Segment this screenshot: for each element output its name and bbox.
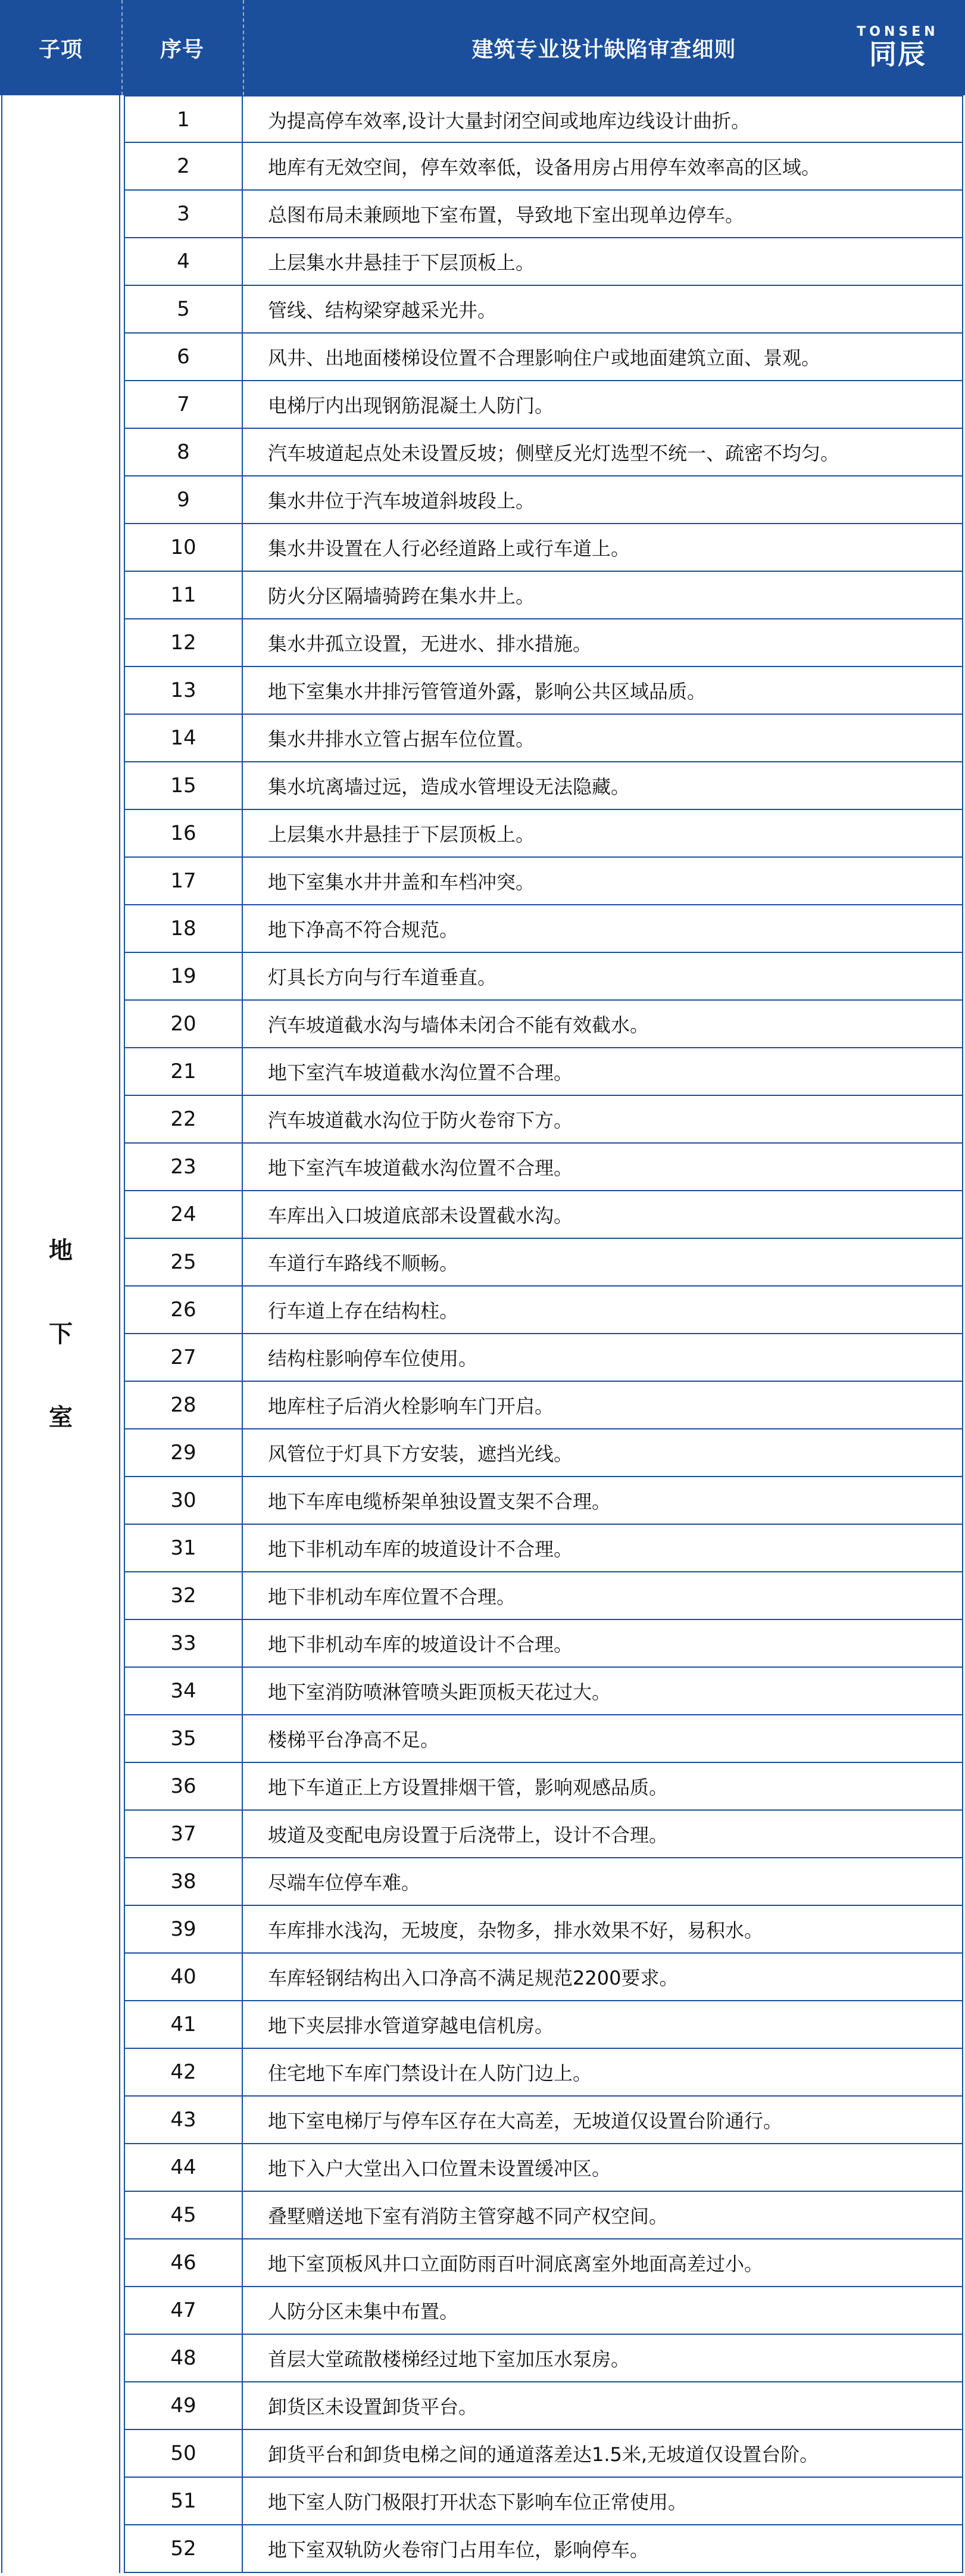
- row-description: 集水井设置在人行必经道路上或行车道上。: [268, 537, 630, 560]
- row-number: 3: [125, 191, 243, 237]
- table-row: [124, 1477, 963, 1525]
- row-description: 汽车坡道起点处未设置反坡；侧壁反光灯选型不统一、疏密不均匀。: [268, 442, 840, 465]
- table-row: [124, 1096, 963, 1144]
- row-number: 33: [125, 1620, 243, 1667]
- table-row: [124, 191, 963, 238]
- table-row: [124, 1144, 963, 1191]
- table-row: [124, 1048, 963, 1096]
- row-description: 地下室汽车坡道截水沟位置不合理。: [268, 1157, 573, 1179]
- table-row: [124, 2335, 963, 2382]
- row-number: 13: [125, 667, 243, 714]
- row-number: 42: [125, 2049, 243, 2095]
- row-description: 地下非机动车库的坡道设计不合理。: [268, 1538, 573, 1560]
- table-row: [124, 476, 963, 524]
- table-row: [124, 1382, 963, 1429]
- row-description: 风井、出地面楼梯设位置不合理影响住户或地面建筑立面、景观。: [268, 347, 821, 369]
- row-description: 地下夹层排水管道穿越电信机房。: [268, 2014, 554, 2037]
- row-number: 14: [125, 715, 243, 761]
- row-description: 行车道上存在结构柱。: [268, 1300, 459, 1322]
- row-number: 31: [125, 1525, 243, 1571]
- table-row: [124, 381, 963, 429]
- table-row: [124, 1239, 963, 1287]
- row-number: 40: [125, 1954, 243, 2000]
- table-row: [124, 2382, 963, 2430]
- row-description: 集水井孤立设置，无进水、排水措施。: [268, 633, 592, 655]
- row-description: 上层集水井悬挂于下层顶板上。: [268, 251, 535, 274]
- subitem-char: 地: [49, 1237, 73, 1264]
- table-row: [124, 762, 963, 810]
- table-row: [124, 2478, 963, 2525]
- row-description: 地下室集水井排污管管道外露，影响公共区域品质。: [268, 680, 707, 703]
- table-row: [124, 2525, 963, 2573]
- table-row: [124, 905, 963, 953]
- row-description: 地下入户大堂出入口位置未设置缓冲区。: [268, 2157, 611, 2180]
- table-row: [124, 953, 963, 1001]
- row-description: 总图布局未兼顾地下室布置，导致地下室出现单边停车。: [268, 204, 745, 226]
- row-description: 防火分区隔墙骑跨在集水井上。: [268, 585, 535, 608]
- row-description: 地下车道正上方设置排烟干管，影响观感品质。: [268, 1776, 669, 1799]
- row-number: 38: [125, 1858, 243, 1905]
- tonsen-logo: [853, 18, 942, 77]
- row-number: 52: [125, 2525, 243, 2572]
- row-number: 7: [125, 381, 243, 428]
- table-row: [124, 810, 963, 858]
- table-row: [124, 238, 963, 286]
- row-description: 地下室消防喷淋管喷头距顶板天花过大。: [268, 1681, 611, 1703]
- row-number: 51: [125, 2478, 243, 2524]
- row-number: 4: [125, 238, 243, 285]
- row-description: 地下室人防门极限打开状态下影响车位正常使用。: [268, 2491, 688, 2513]
- row-number: 12: [125, 619, 243, 666]
- row-number: 16: [125, 810, 243, 856]
- table-row: [124, 1334, 963, 1382]
- table-header: [0, 0, 965, 95]
- row-number: 47: [125, 2287, 243, 2334]
- logo-text-en: TONSEN: [857, 24, 939, 39]
- row-description: 车库排水浅沟，无坡度，杂物多，排水效果不好，易积水。: [268, 1919, 764, 1942]
- row-description: 风管位于灯具下方安装，遮挡光线。: [268, 1443, 573, 1465]
- row-description: 上层集水井悬挂于下层顶板上。: [268, 823, 535, 846]
- table-row: [124, 715, 963, 762]
- row-number: 8: [125, 429, 243, 475]
- row-description: 地下车库电缆桥架单独设置支架不合理。: [268, 1490, 611, 1513]
- row-description: 人防分区未集中布置。: [268, 2300, 459, 2323]
- subitem-char: 下: [49, 1320, 73, 1348]
- table-row: [124, 1191, 963, 1239]
- row-number: 19: [125, 953, 243, 999]
- row-number: 26: [125, 1287, 243, 1333]
- table-row: [124, 1001, 963, 1048]
- row-description: 叠墅赠送地下室有消防主管穿越不同产权空间。: [268, 2205, 669, 2228]
- row-number: 17: [125, 858, 243, 904]
- table-row: [124, 429, 963, 476]
- row-number: 50: [125, 2430, 243, 2477]
- row-description: 卸货区未设置卸货平台。: [268, 2396, 478, 2418]
- table-row: [124, 1811, 963, 1858]
- table-row: [124, 2287, 963, 2335]
- row-number: 28: [125, 1382, 243, 1428]
- table-body: [0, 95, 965, 2576]
- row-list: [124, 95, 963, 2573]
- row-number: 18: [125, 905, 243, 952]
- header-number: 序号: [160, 37, 204, 62]
- row-number: 29: [125, 1429, 243, 1476]
- row-number: 36: [125, 1763, 243, 1809]
- row-description: 坡道及变配电房设置于后浇带上，设计不合理。: [268, 1824, 669, 1846]
- table-row: [124, 1429, 963, 1477]
- row-number: 21: [125, 1048, 243, 1095]
- row-number: 9: [125, 476, 243, 523]
- table-row: [124, 858, 963, 905]
- row-description: 集水井排水立管占据车位位置。: [268, 728, 535, 750]
- row-number: 44: [125, 2144, 243, 2191]
- header-subitem: 子项: [38, 37, 83, 62]
- row-number: 22: [125, 1096, 243, 1142]
- table-row: [124, 667, 963, 715]
- row-description: 地下室顶板风井口立面防雨百叶洞底离室外地面高差过小。: [268, 2253, 764, 2275]
- row-description: 地库有无效空间，停车效率低，设备用房占用停车效率高的区域。: [268, 156, 821, 179]
- table-row: [124, 2144, 963, 2192]
- table-row: [124, 572, 963, 619]
- row-description: 集水坑离墙过远，造成水管埋设无法隐藏。: [268, 775, 630, 798]
- table-row: [124, 143, 963, 191]
- row-number: 15: [125, 762, 243, 809]
- row-number: 48: [125, 2335, 243, 2381]
- table-row: [124, 524, 963, 572]
- table-row: [124, 1668, 963, 1715]
- row-number: 37: [125, 1811, 243, 1857]
- table-row: [124, 286, 963, 334]
- row-description: 住宅地下车库门禁设计在人防门边上。: [268, 2062, 592, 2085]
- row-description: 管线、结构梁穿越采光井。: [268, 299, 497, 322]
- row-number: 35: [125, 1715, 243, 1762]
- table-row: [124, 1906, 963, 1954]
- row-number: 2: [125, 143, 243, 189]
- row-number: 49: [125, 2382, 243, 2429]
- table-row: [124, 2192, 963, 2239]
- table-row: [124, 1572, 963, 1620]
- row-description: 地下净高不符合规范。: [268, 918, 459, 941]
- subitem-char: 室: [49, 1404, 73, 1431]
- row-description: 地下室集水井井盖和车档冲突。: [268, 871, 535, 893]
- row-number: 34: [125, 1668, 243, 1714]
- row-description: 灯具长方向与行车道垂直。: [268, 966, 497, 989]
- row-description: 汽车坡道截水沟与墙体未闭合不能有效截水。: [268, 1014, 649, 1036]
- table-row: [124, 619, 963, 667]
- subitem-cell-basement: [1, 95, 120, 2573]
- row-number: 41: [125, 2001, 243, 2048]
- row-description: 地下室双轨防火卷帘门占用车位，影响停车。: [268, 2538, 649, 2561]
- row-number: 45: [125, 2192, 243, 2238]
- row-description: 地库柱子后消火栓影响车门开启。: [268, 1395, 554, 1418]
- row-description: 地下室电梯厅与停车区存在大高差，无坡道仅设置台阶通行。: [268, 2110, 783, 2132]
- table-row: [124, 334, 963, 381]
- row-description: 地下非机动车库位置不合理。: [268, 1586, 516, 1608]
- row-number: 23: [125, 1144, 243, 1190]
- table-row: [124, 2049, 963, 2097]
- header-title: 建筑专业设计缺陷审查细则: [471, 37, 736, 62]
- row-description: 尽端车位停车难。: [268, 1871, 421, 1894]
- row-description: 电梯厅内出现钢筋混凝土人防门。: [268, 394, 554, 417]
- row-description: 车道行车路线不顺畅。: [268, 1252, 459, 1275]
- row-number: 39: [125, 1906, 243, 1952]
- row-number: 32: [125, 1572, 243, 1619]
- row-description: 车库轻钢结构出入口净高不满足规范2200要求。: [268, 1967, 679, 1989]
- row-description: 汽车坡道截水沟位于防火卷帘下方。: [268, 1109, 573, 1132]
- table-row: [124, 1620, 963, 1668]
- row-description: 地下室汽车坡道截水沟位置不合理。: [268, 1061, 573, 1084]
- table-row: [124, 1287, 963, 1334]
- row-number: 46: [125, 2239, 243, 2286]
- table-row: [124, 1525, 963, 1572]
- row-number: 30: [125, 1477, 243, 1524]
- row-description: 结构柱影响停车位使用。: [268, 1347, 478, 1370]
- row-number: 6: [125, 334, 243, 380]
- row-number: 25: [125, 1239, 243, 1285]
- row-number: 11: [125, 572, 243, 618]
- row-number: 10: [125, 524, 243, 571]
- row-description: 车库出入口坡道底部未设置截水沟。: [268, 1204, 573, 1227]
- row-number: 27: [125, 1334, 243, 1381]
- row-description: 为提高停车效率,设计大量封闭空间或地库边线设计曲折。: [268, 110, 751, 132]
- row-description: 首层大堂疏散楼梯经过地下室加压水泵房。: [268, 2348, 630, 2371]
- row-number: 1: [125, 96, 243, 143]
- row-description: 地下非机动车库的坡道设计不合理。: [268, 1633, 573, 1656]
- row-number: 20: [125, 1001, 243, 1047]
- table-row: [124, 2097, 963, 2144]
- table-row: [124, 1715, 963, 1763]
- table-row: [124, 1858, 963, 1906]
- row-description: 楼梯平台净高不足。: [268, 1728, 440, 1751]
- table-row: [124, 1763, 963, 1811]
- table-row: [124, 2001, 963, 2049]
- table-row: [124, 2430, 963, 2478]
- table-row: [124, 95, 963, 143]
- table-row: [124, 2239, 963, 2287]
- row-number: 43: [125, 2097, 243, 2143]
- table-row: [124, 1954, 963, 2001]
- row-description: 集水井位于汽车坡道斜坡段上。: [268, 490, 535, 512]
- logo-text-cn: 同辰: [869, 38, 926, 70]
- row-description: 卸货平台和卸货电梯之间的通道落差达1.5米,无坡道仅设置台阶。: [268, 2443, 819, 2466]
- row-number: 24: [125, 1191, 243, 1238]
- row-number: 5: [125, 286, 243, 332]
